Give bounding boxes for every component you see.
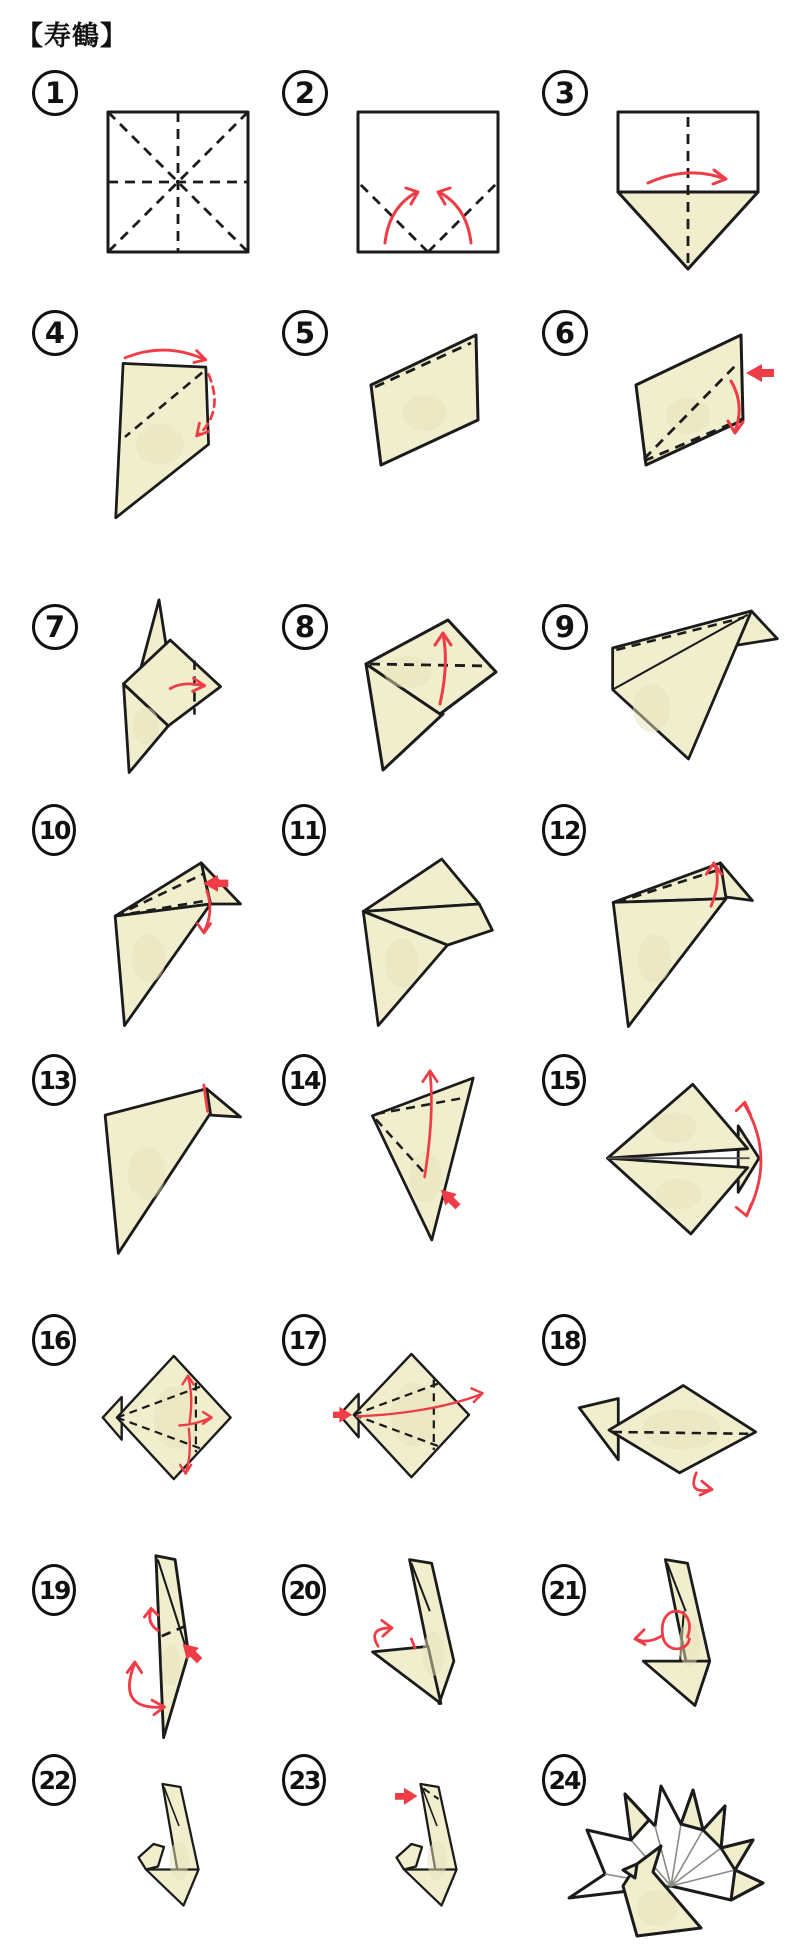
step-number-badge: 5 xyxy=(282,310,328,356)
step-2-diagram xyxy=(333,97,523,287)
paper-shape xyxy=(613,863,752,1027)
fold-arrow xyxy=(375,1621,415,1649)
step-15-diagram xyxy=(598,1071,778,1251)
step-14-diagram xyxy=(358,1060,493,1249)
step-cell-14 xyxy=(278,1040,528,1300)
paper-shape xyxy=(116,363,209,517)
step-19-diagram xyxy=(108,1550,223,1751)
paper-shape xyxy=(372,1078,473,1240)
step-cell-9 xyxy=(538,590,788,790)
step-cell-17 xyxy=(278,1300,528,1550)
step-24-diagram xyxy=(553,1778,783,1953)
step-cell-8 xyxy=(278,590,528,790)
paper-shape xyxy=(613,611,778,759)
paper-shape xyxy=(139,1784,199,1906)
step-number-badge: 23 xyxy=(282,1754,326,1806)
step-number-badge: 17 xyxy=(282,1314,326,1366)
paper-shape xyxy=(358,112,498,252)
step-1-diagram xyxy=(83,97,273,287)
step-20-diagram xyxy=(356,1552,476,1737)
step-cell-1 xyxy=(28,56,278,296)
step-number-badge: 6 xyxy=(542,310,588,356)
step-18-diagram xyxy=(570,1350,765,1499)
step-3-diagram xyxy=(593,97,783,272)
step-cell-7 xyxy=(28,590,278,790)
page-title: 【寿鶴】 xyxy=(16,21,128,52)
fold-arrow xyxy=(694,1473,712,1495)
step-cell-15 xyxy=(538,1040,788,1300)
paper-shape xyxy=(363,859,492,1025)
step-number-badge: 7 xyxy=(32,604,78,650)
step-number-badge: 19 xyxy=(32,1564,76,1616)
step-number-badge: 21 xyxy=(542,1564,586,1616)
step-16-diagram xyxy=(98,1348,248,1506)
step-13-diagram xyxy=(90,1070,250,1258)
step-number-badge: 10 xyxy=(32,804,76,856)
step-cell-16 xyxy=(28,1300,278,1550)
step-number-badge: 13 xyxy=(32,1054,76,1106)
step-cell-13 xyxy=(28,1040,278,1300)
step-cell-2 xyxy=(278,56,528,296)
step-number-badge: 24 xyxy=(542,1754,586,1806)
step-21-diagram xyxy=(610,1552,730,1737)
step-number-badge: 4 xyxy=(32,310,78,356)
step-cell-20 xyxy=(278,1550,528,1740)
step-number-badge: 15 xyxy=(542,1054,586,1106)
paper-shape xyxy=(569,1786,763,1936)
paper-shape xyxy=(607,1084,759,1234)
step-cell-6 xyxy=(538,296,788,590)
step-cell-12 xyxy=(538,790,788,1040)
paper-shape xyxy=(373,1560,454,1704)
step-number-badge: 8 xyxy=(282,604,328,650)
paper-shape xyxy=(636,335,743,465)
step-cell-11 xyxy=(278,790,528,1040)
paper-shape xyxy=(371,335,478,465)
step-cell-4 xyxy=(28,296,278,590)
step-number-badge: 16 xyxy=(32,1314,76,1366)
step-number-badge: 18 xyxy=(542,1314,586,1366)
step-cell-21 xyxy=(538,1550,788,1740)
step-8-diagram xyxy=(348,602,508,782)
paper-shape xyxy=(366,620,496,770)
step-cell-10 xyxy=(28,790,278,1040)
step-6-diagram xyxy=(628,321,788,491)
push-arrow-icon xyxy=(395,1788,418,1805)
paper-shape xyxy=(643,1560,709,1706)
step-cell-23 xyxy=(278,1740,528,1958)
step-number-badge: 22 xyxy=(32,1754,76,1806)
paper-shape xyxy=(579,1386,755,1473)
step-4-diagram xyxy=(88,334,263,527)
step-22-diagram xyxy=(110,1778,215,1928)
step-11-diagram xyxy=(350,846,500,1033)
step-number-badge: 14 xyxy=(282,1054,326,1106)
step-number-badge: 20 xyxy=(282,1564,326,1616)
step-10-diagram xyxy=(100,846,250,1033)
step-number-badge: 11 xyxy=(282,804,326,856)
step-cell-5 xyxy=(278,296,528,590)
paper-shape xyxy=(105,1089,240,1254)
step-cell-22 xyxy=(28,1740,278,1958)
step-cell-19 xyxy=(28,1550,278,1740)
step-cell-24 xyxy=(538,1740,788,1958)
step-7-diagram xyxy=(103,595,243,782)
step-5-diagram xyxy=(363,321,513,491)
push-arrow-icon xyxy=(746,364,774,382)
step-number-badge: 2 xyxy=(282,70,328,116)
step-number-badge: 9 xyxy=(542,604,588,650)
step-23-diagram xyxy=(368,1778,473,1928)
step-17-diagram xyxy=(333,1346,493,1506)
step-cell-18 xyxy=(538,1300,788,1550)
step-number-badge: 12 xyxy=(542,804,586,856)
step-12-diagram xyxy=(600,846,760,1034)
step-cell-3 xyxy=(538,56,788,296)
step-9-diagram xyxy=(596,597,781,773)
step-number-badge: 1 xyxy=(32,70,78,116)
step-number-badge: 3 xyxy=(542,70,588,116)
fold-crease-lines xyxy=(613,1432,750,1434)
